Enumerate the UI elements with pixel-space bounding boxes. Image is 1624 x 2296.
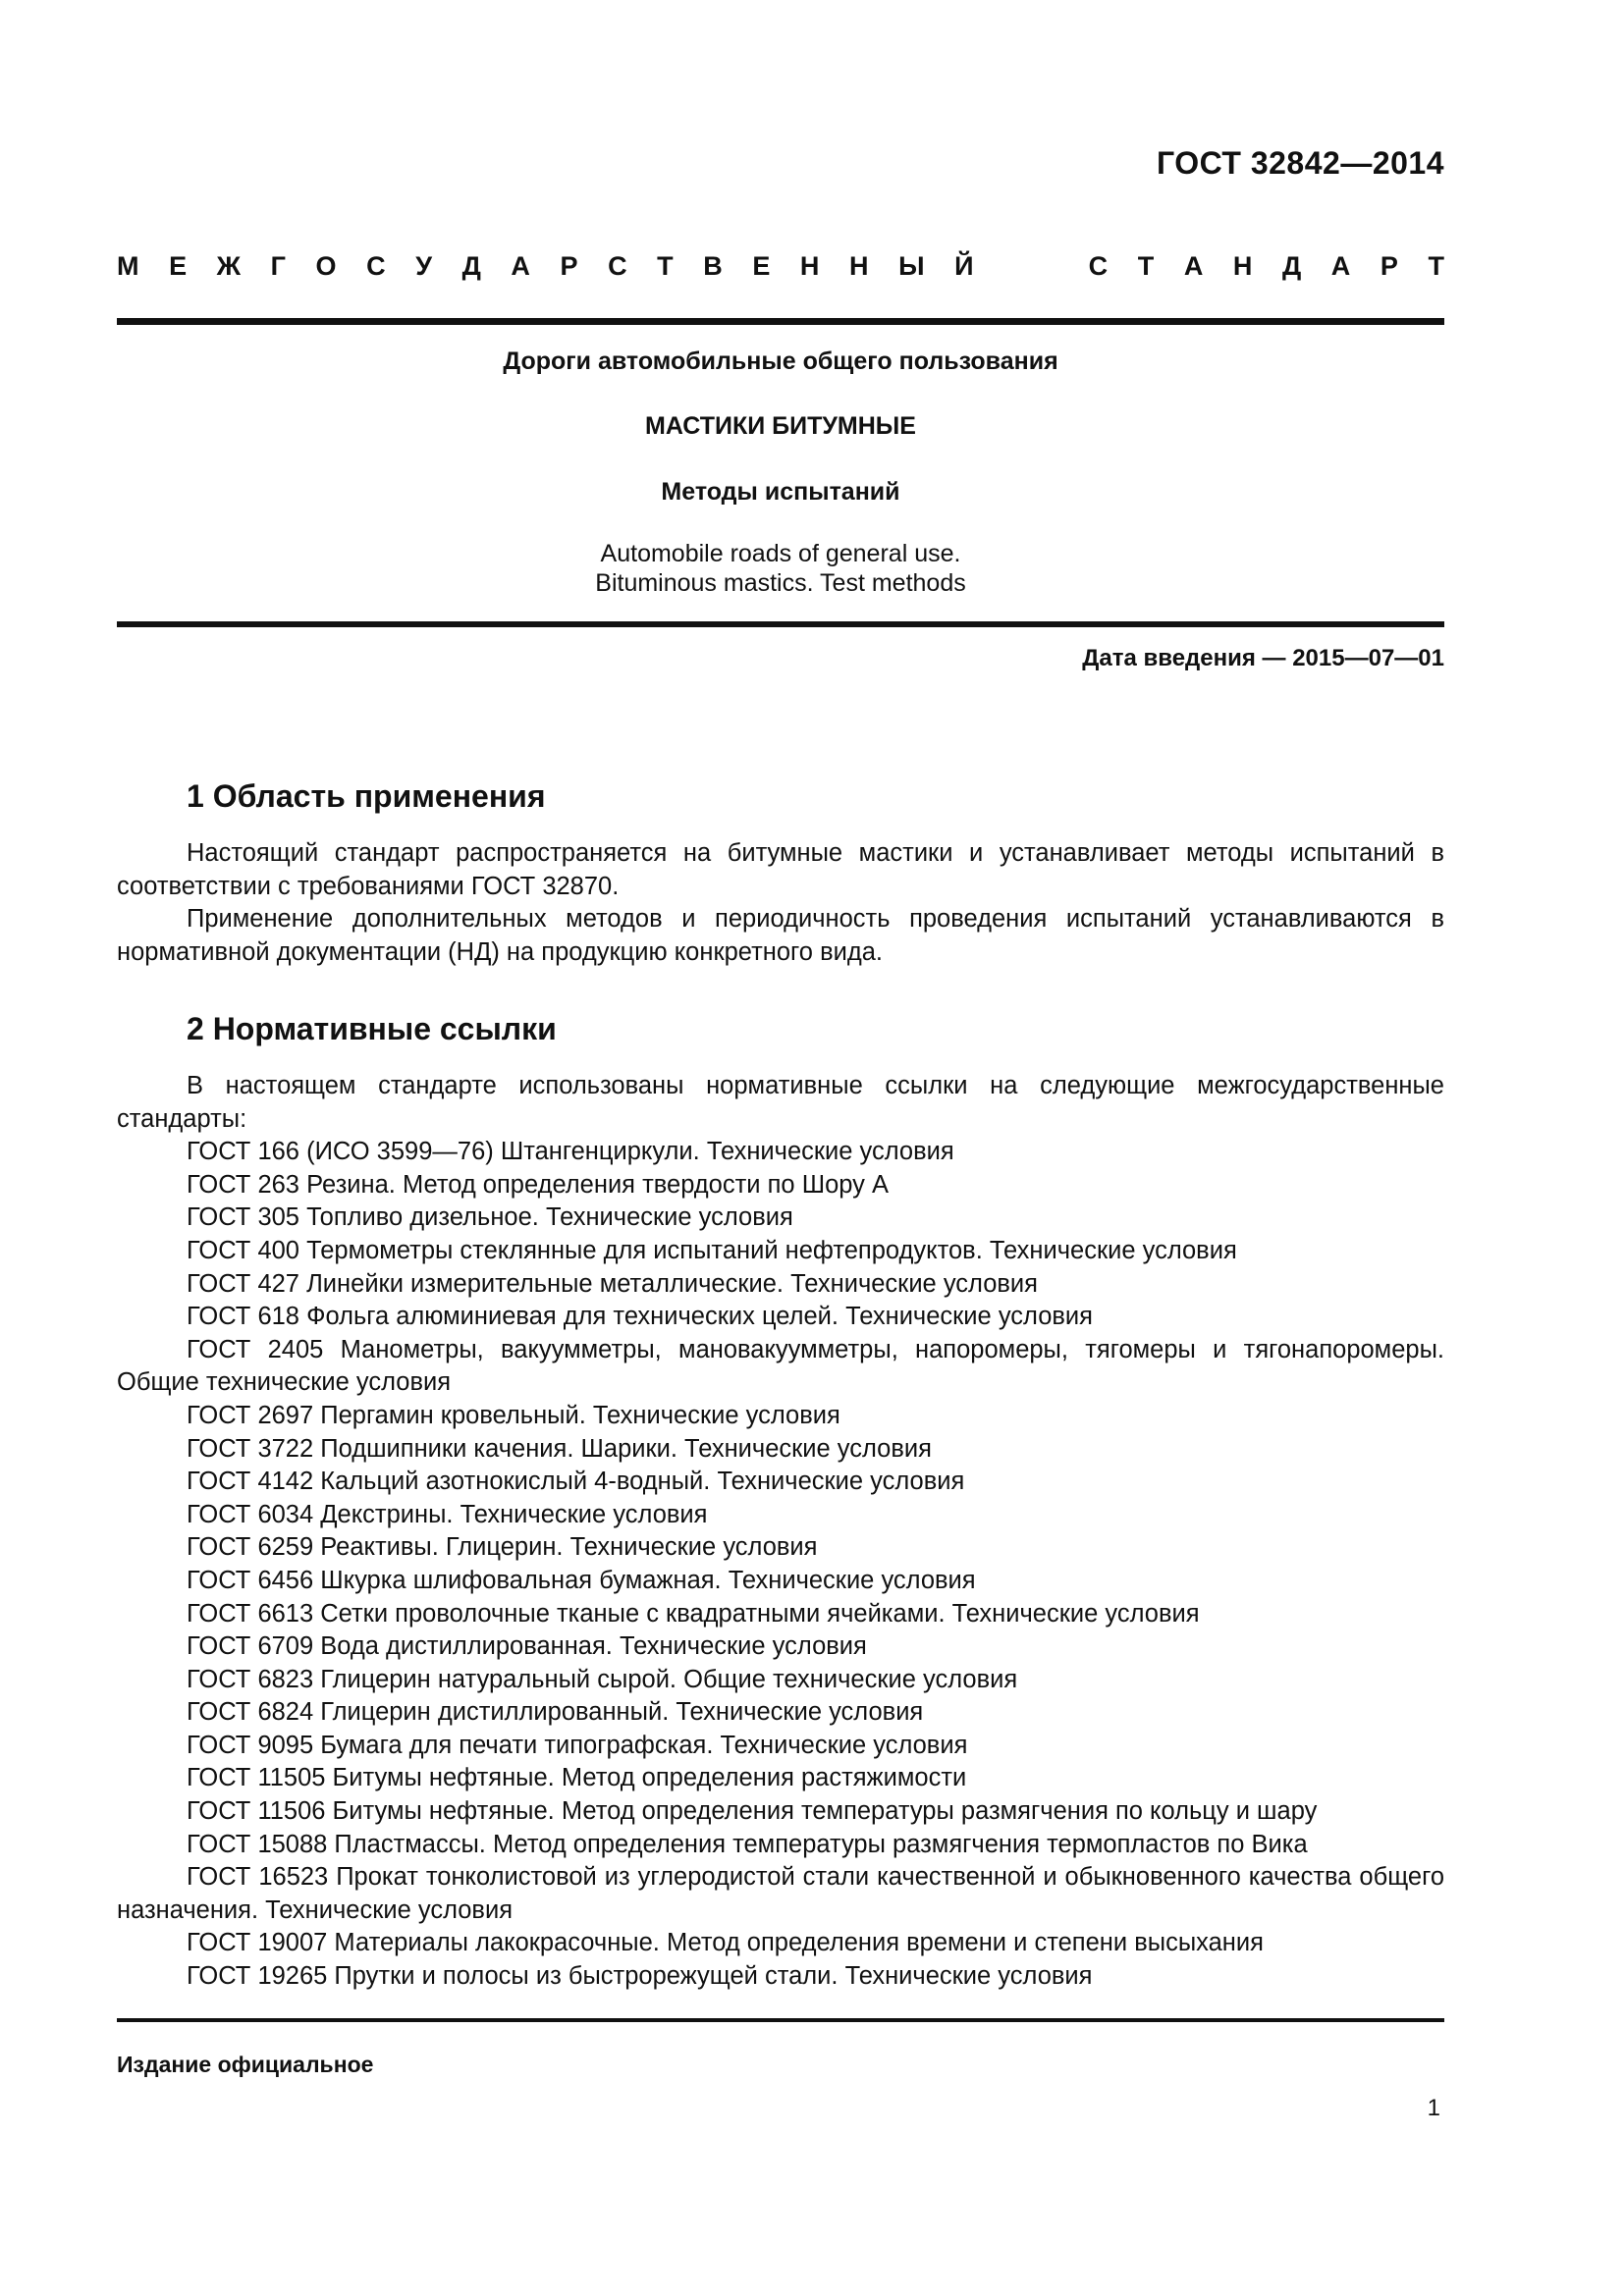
banner-letter: Т: [1428, 251, 1444, 281]
title-divider: [117, 621, 1444, 627]
banner-letter: М: [117, 251, 139, 281]
banner-letter: Й: [954, 251, 974, 281]
reference-item: ГОСТ 19265 Прутки и полосы из быстрорежущей стали. Технические условия: [187, 1962, 1093, 1991]
banner-letter: Н: [849, 251, 869, 281]
reference-item: ГОСТ 618 Фольга алюминиевая для технических целей. Технические условия: [187, 1303, 1093, 1331]
section-2-body: [117, 1070, 1444, 1994]
reference-item: ГОСТ 400 Термометры стеклянные для испытаний нефтепродуктов. Технические условия: [187, 1236, 1237, 1264]
banner-letter: С: [366, 251, 386, 281]
title-methods: Методы испытаний: [661, 478, 900, 506]
banner-letter: Е: [752, 251, 771, 281]
banner-word-gap: [1003, 251, 1058, 282]
english-title-line-2: Bituminous mastics. Test methods: [595, 569, 966, 597]
reference-item: ГОСТ 263 Резина. Метод определения твердости по Шору А: [187, 1170, 889, 1199]
banner-letter: Е: [169, 251, 188, 281]
reference-item: ГОСТ 6709 Вода дистиллированная. Технические условия: [187, 1632, 867, 1661]
reference-item: ГОСТ 2697 Пергамин кровельный. Технические условия: [187, 1401, 840, 1429]
section-2-intro: В настоящем стандарте использованы нормативные ссылки на следующие межгосударственные стандарты:: [117, 1072, 1444, 1133]
standard-number: ГОСТ 32842—2014: [1156, 145, 1444, 181]
banner-letter: С: [1088, 251, 1109, 281]
reference-item: ГОСТ 3722 Подшипники качения. Шарики. Технические условия: [187, 1434, 932, 1463]
reference-item: ГОСТ 427 Линейки измерительные металлические. Технические условия: [187, 1269, 1038, 1298]
reference-item: ГОСТ 6259 Реактивы. Глицерин. Технические условия: [187, 1533, 818, 1562]
reference-item: ГОСТ 15088 Пластмассы. Метод определения температуры размягчения термопластов по Вика: [187, 1830, 1308, 1858]
header-divider: [117, 318, 1444, 325]
banner-letter: Ы: [898, 251, 925, 281]
page-number: 1: [1427, 2095, 1440, 2121]
banner-letter: А: [1183, 251, 1204, 281]
banner-letter: Т: [657, 251, 674, 281]
banner-letter: Д: [461, 251, 481, 281]
reference-item: ГОСТ 11506 Битумы нефтяные. Метод определения температуры размягчения по кольцу и шару: [187, 1797, 1318, 1826]
reference-item: ГОСТ 6824 Глицерин дистиллированный. Технические условия: [187, 1698, 924, 1727]
banner-letter: О: [315, 251, 337, 281]
banner-letter: Д: [1281, 251, 1302, 281]
reference-item: ГОСТ 19007 Материалы лакокрасочные. Метод определения времени и степени высыхания: [187, 1929, 1264, 1957]
title-subject: МАСТИКИ БИТУМНЫЕ: [645, 412, 916, 440]
banner-letter: Н: [1232, 251, 1253, 281]
reference-item: ГОСТ 6823 Глицерин натуральный сырой. Общие технические условия: [187, 1665, 1018, 1693]
reference-item: ГОСТ 9095 Бумага для печати типографская. Технические условия: [187, 1731, 968, 1759]
footer-divider: [117, 2018, 1444, 2022]
reference-item: ГОСТ 6613 Сетки проволочные тканые с квадратными ячейками. Технические условия: [187, 1599, 1200, 1628]
banner-letter: У: [415, 251, 433, 281]
reference-item: ГОСТ 11505 Битумы нефтяные. Метод определения растяжимости: [187, 1764, 967, 1792]
banner-letter: С: [608, 251, 627, 281]
banner-letter: Р: [1380, 251, 1398, 281]
section-1-paragraph: Настоящий стандарт распространяется на битумные мастики и устанавливает методы испытаний в соответствии с требованиями ГОСТ 32870.: [117, 839, 1444, 900]
interstate-standard-banner: [117, 251, 1444, 282]
official-edition-note: Издание официальное: [117, 2052, 374, 2077]
title-domain: Дороги автомобильные общего пользования: [503, 347, 1058, 375]
reference-item: ГОСТ 16523 Прокат тонколистовой из углеродистой стали качественной и обыкновенного качества общего назначения. Технические условия: [117, 1863, 1444, 1924]
section-2-heading: 2 Нормативные ссылки: [187, 1011, 557, 1046]
banner-letter: В: [703, 251, 723, 281]
section-1-heading: 1 Область применения: [187, 778, 546, 814]
section-1-body: [117, 837, 1444, 969]
introduction-date: Дата введения — 2015—07—01: [1082, 645, 1444, 671]
banner-letter: А: [511, 251, 530, 281]
banner-letter: А: [1330, 251, 1351, 281]
reference-item: ГОСТ 166 (ИСО 3599—76) Штангенциркули. Технические условия: [187, 1138, 954, 1166]
section-1-paragraph: Применение дополнительных методов и периодичность проведения испытаний устанавливаются в нормативной документации (НД) на продукцию конкретного вида.: [117, 905, 1444, 966]
reference-item: ГОСТ 305 Топливо дизельное. Технические условия: [187, 1203, 793, 1232]
banner-letter: Н: [799, 251, 820, 281]
reference-item: ГОСТ 6034 Декстрины. Технические условия: [187, 1500, 708, 1528]
banner-letter: Г: [270, 251, 286, 281]
banner-letter: Р: [560, 251, 578, 281]
banner-letter: Ж: [216, 251, 242, 281]
banner-letter: Т: [1137, 251, 1155, 281]
english-title-line-1: Automobile roads of general use.: [600, 540, 961, 567]
reference-item: ГОСТ 6456 Шкурка шлифовальная бумажная. Технические условия: [187, 1566, 976, 1594]
reference-item: ГОСТ 2405 Манометры, вакуумметры, мановакуумметры, напоромеры, тягомеры и тягонапоромеры. Общие технические условия: [117, 1335, 1444, 1397]
reference-item: ГОСТ 4142 Кальций азотнокислый 4-водный. Технические условия: [187, 1468, 965, 1496]
